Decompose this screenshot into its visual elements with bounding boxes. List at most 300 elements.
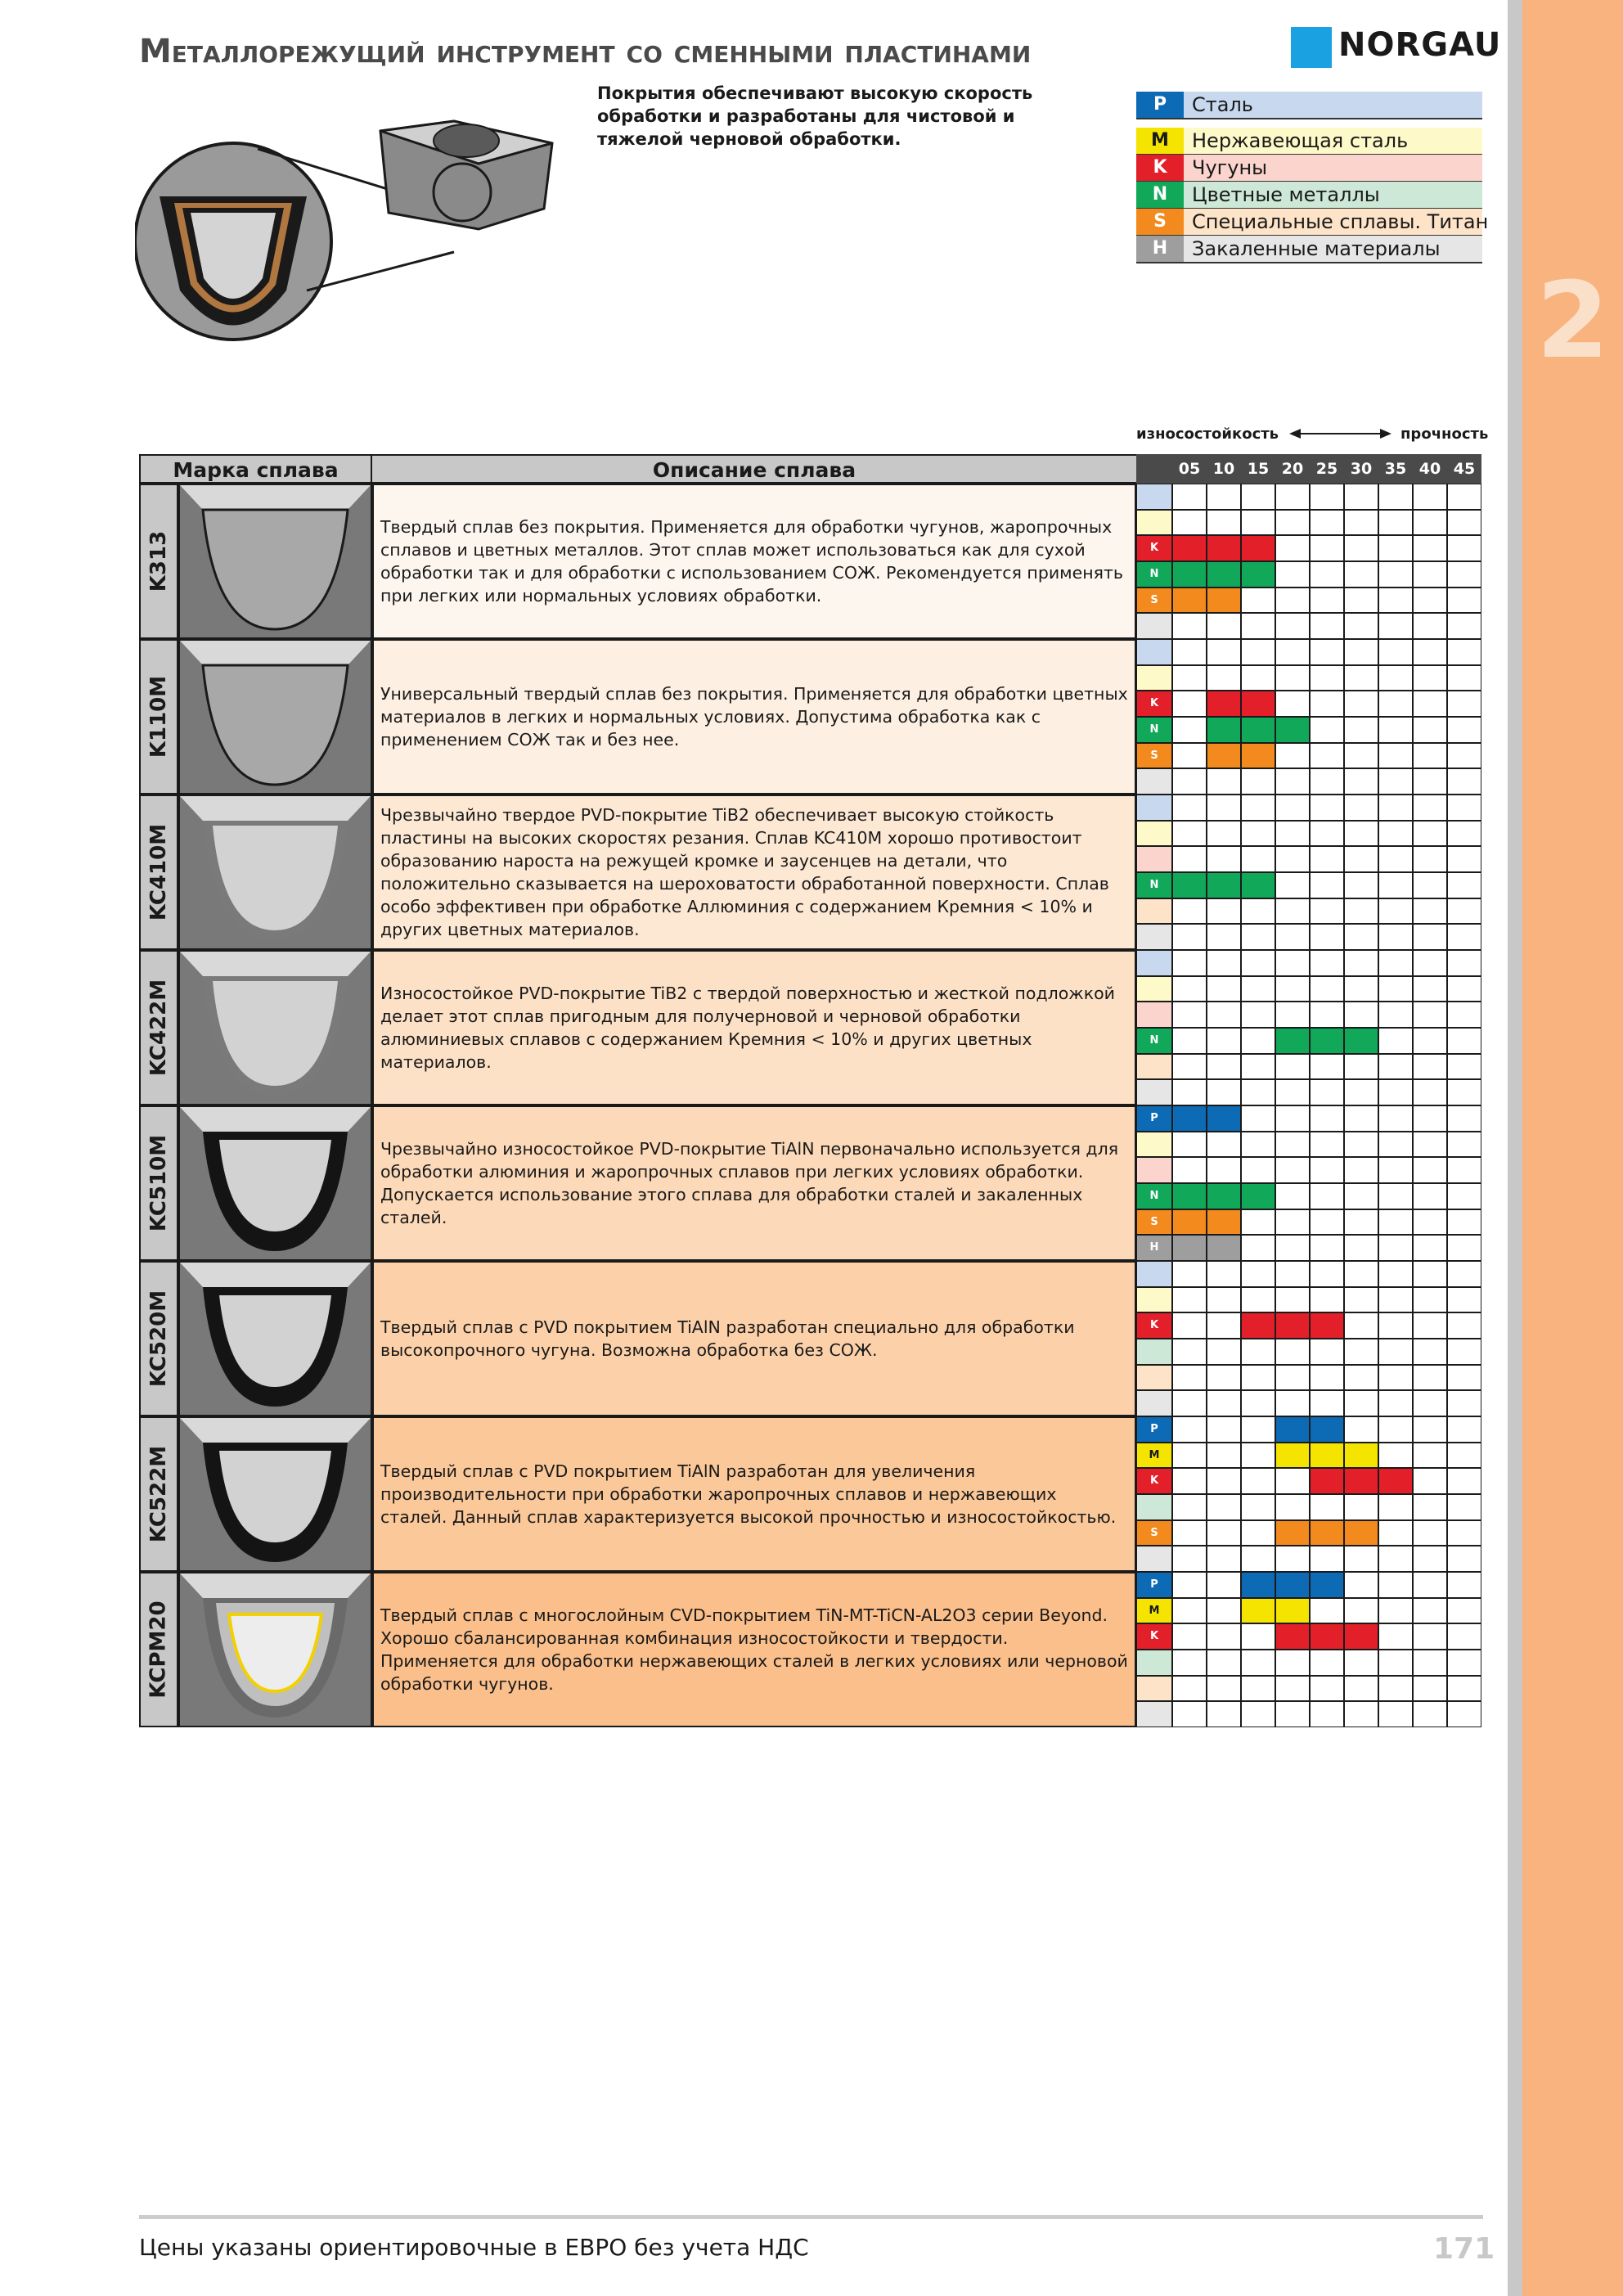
application-range-cell xyxy=(1172,1209,1207,1236)
application-range-cell xyxy=(1413,561,1447,588)
application-range-cell xyxy=(1447,639,1481,665)
scale-column-number: 30 xyxy=(1344,454,1378,484)
application-range-cell xyxy=(1310,1468,1344,1494)
application-range-cell xyxy=(1241,898,1275,925)
application-range-cell xyxy=(1413,1312,1447,1339)
application-range-cell xyxy=(1172,1598,1207,1624)
grade-description-cell xyxy=(372,950,1136,1105)
material-code-cell: N xyxy=(1136,1028,1172,1054)
application-range-cell xyxy=(1447,846,1481,872)
grade-edge-image xyxy=(178,950,372,1105)
application-range-cell xyxy=(1413,1598,1447,1624)
application-range-cell xyxy=(1241,1598,1275,1624)
material-code-cell: P xyxy=(1136,1416,1172,1443)
application-range-cell xyxy=(1207,1443,1241,1469)
application-range-cell xyxy=(1310,1209,1344,1236)
application-range-cell xyxy=(1447,691,1481,717)
application-range-cell xyxy=(1344,535,1378,561)
application-range-cell xyxy=(1344,1701,1378,1727)
application-range-cell xyxy=(1241,1157,1275,1183)
application-range-cell xyxy=(1241,1105,1275,1132)
application-range-cell xyxy=(1172,1339,1207,1365)
application-range-cell xyxy=(1310,872,1344,898)
application-range-cell xyxy=(1172,1235,1207,1261)
legend-code: S xyxy=(1136,209,1184,235)
material-code-cell: S xyxy=(1136,588,1172,614)
application-range-cell xyxy=(1344,1287,1378,1313)
application-range-cell xyxy=(1207,1261,1241,1287)
application-range-cell xyxy=(1172,1494,1207,1520)
application-range-cell xyxy=(1378,1701,1413,1727)
application-range-cell xyxy=(1447,1157,1481,1183)
application-range-cell xyxy=(1413,1028,1447,1054)
grade-description-cell xyxy=(372,1416,1136,1572)
application-range-cell xyxy=(1275,484,1310,510)
application-range-cell xyxy=(1447,1546,1481,1572)
legend-label: Закаленные материалы xyxy=(1192,237,1441,260)
application-range-cell xyxy=(1310,639,1344,665)
application-range-cell xyxy=(1241,613,1275,639)
legend-row xyxy=(1136,182,1482,209)
grade-name-cell xyxy=(139,639,178,795)
cutting-edge-icon xyxy=(180,641,371,793)
legend-code: H xyxy=(1136,236,1184,262)
grade-name-cell xyxy=(139,1572,178,1727)
application-range-cell xyxy=(1207,898,1241,925)
application-range-cell xyxy=(1275,1105,1310,1132)
material-code-cell: N xyxy=(1136,1183,1172,1209)
application-range-cell xyxy=(1207,1416,1241,1443)
application-range-cell xyxy=(1310,1650,1344,1676)
material-code-cell: K xyxy=(1136,535,1172,561)
application-range-cell xyxy=(1413,768,1447,795)
application-range-cell xyxy=(1241,1312,1275,1339)
application-range-cell xyxy=(1310,535,1344,561)
application-range-cell xyxy=(1344,1468,1378,1494)
grade-name: K110M xyxy=(146,675,172,759)
application-range-cell xyxy=(1447,613,1481,639)
application-range-cell xyxy=(1413,1365,1447,1391)
application-range-cell xyxy=(1241,717,1275,743)
application-range-cell xyxy=(1344,717,1378,743)
cutting-edge-icon xyxy=(180,796,371,948)
application-range-cell xyxy=(1172,1312,1207,1339)
application-range-cell xyxy=(1378,1572,1413,1598)
application-range-cell xyxy=(1241,1209,1275,1236)
application-range-cell xyxy=(1275,1312,1310,1339)
application-range-cell xyxy=(1447,1235,1481,1261)
application-range-cell xyxy=(1207,872,1241,898)
application-range-cell xyxy=(1447,1312,1481,1339)
scale-column-number: 40 xyxy=(1413,454,1447,484)
application-range-cell xyxy=(1447,665,1481,691)
application-range-cell xyxy=(1344,795,1378,821)
application-range-cell xyxy=(1241,1701,1275,1727)
application-range-cell xyxy=(1275,1157,1310,1183)
application-range-cell xyxy=(1378,1209,1413,1236)
application-range-cell xyxy=(1413,846,1447,872)
application-range-cell xyxy=(1207,717,1241,743)
application-range-cell xyxy=(1207,846,1241,872)
application-range-cell xyxy=(1172,872,1207,898)
material-code-cell xyxy=(1136,1054,1172,1080)
application-range-cell xyxy=(1172,795,1207,821)
application-range-cell xyxy=(1172,561,1207,588)
material-code-cell xyxy=(1136,1079,1172,1105)
grade-description: Твердый сплав с многослойным CVD-покрытием TiN-MT-TiCN-AL2O3 серии Beyond. Хорошо сбалансированная комбинация износостойкости и твердости. Применяется для обработки нержавеющих сталей в легких условиях или черновой обработки чугунов. xyxy=(380,1605,1128,1694)
application-range-cell xyxy=(1344,1390,1378,1416)
material-code-cell: H xyxy=(1136,1235,1172,1261)
application-range-cell xyxy=(1275,1209,1310,1236)
scale-column-number: 45 xyxy=(1447,454,1481,484)
application-range-cell xyxy=(1207,1468,1241,1494)
application-range-cell xyxy=(1447,1572,1481,1598)
application-range-cell xyxy=(1378,768,1413,795)
application-range-cell xyxy=(1310,484,1344,510)
cutting-edge-icon xyxy=(180,485,371,637)
application-range-cell xyxy=(1344,872,1378,898)
legend-row xyxy=(1136,155,1482,182)
material-code-cell: K xyxy=(1136,1312,1172,1339)
application-range-cell xyxy=(1310,768,1344,795)
application-range-cell xyxy=(1413,821,1447,847)
material-code-cell xyxy=(1136,1287,1172,1313)
application-range-cell xyxy=(1413,1416,1447,1443)
application-range-cell xyxy=(1310,1261,1344,1287)
material-code-cell: P xyxy=(1136,1105,1172,1132)
application-range-cell xyxy=(1310,1520,1344,1546)
legend-label: Сталь xyxy=(1192,93,1253,116)
application-range-cell xyxy=(1413,1079,1447,1105)
application-range-cell xyxy=(1378,484,1413,510)
application-range-cell xyxy=(1413,1650,1447,1676)
application-range-cell xyxy=(1447,1287,1481,1313)
application-range-cell xyxy=(1413,691,1447,717)
cutting-edge-icon xyxy=(180,1573,371,1726)
application-range-cell xyxy=(1275,1701,1310,1727)
application-range-cell xyxy=(1275,535,1310,561)
application-range-cell xyxy=(1275,1002,1310,1028)
application-range-cell xyxy=(1378,872,1413,898)
application-range-cell xyxy=(1447,1468,1481,1494)
application-range-cell xyxy=(1447,1416,1481,1443)
application-range-cell xyxy=(1344,924,1378,950)
material-code-cell xyxy=(1136,639,1172,665)
application-range-cell xyxy=(1207,1546,1241,1572)
application-range-cell xyxy=(1172,924,1207,950)
application-range-cell xyxy=(1378,665,1413,691)
application-range-cell xyxy=(1378,535,1413,561)
scale-column-number: 10 xyxy=(1207,454,1241,484)
application-range-cell xyxy=(1241,1054,1275,1080)
grade-description: Износостойкое PVD-покрытие TiB2 с твердой поверхностью и жесткой подложкой делает этот сплав пригодным для получерновой и черновой обработки алюминиевых сплавов с содержанием Кремния < 10% и других цветных материалов. xyxy=(380,984,1115,1072)
application-range-cell xyxy=(1413,1287,1447,1313)
grade-edge-image xyxy=(178,795,372,950)
cutting-edge-icon xyxy=(180,1263,371,1415)
application-range-cell xyxy=(1207,1390,1241,1416)
application-range-cell xyxy=(1172,1105,1207,1132)
application-range-cell xyxy=(1447,1598,1481,1624)
application-range-cell xyxy=(1447,1183,1481,1209)
application-range-cell xyxy=(1413,717,1447,743)
application-range-cell xyxy=(1241,535,1275,561)
application-range-cell xyxy=(1207,1002,1241,1028)
application-range-cell xyxy=(1275,1623,1310,1650)
application-range-cell xyxy=(1447,510,1481,536)
application-range-cell xyxy=(1172,1132,1207,1158)
application-range-cell xyxy=(1172,1183,1207,1209)
application-range-cell xyxy=(1413,1054,1447,1080)
application-range-cell xyxy=(1207,1209,1241,1236)
application-range-cell xyxy=(1172,1287,1207,1313)
application-range-cell xyxy=(1413,872,1447,898)
legend-label: Чугуны xyxy=(1192,156,1268,179)
application-range-cell xyxy=(1310,795,1344,821)
application-range-cell xyxy=(1172,1261,1207,1287)
application-range-cell xyxy=(1413,1572,1447,1598)
application-range-cell xyxy=(1310,1183,1344,1209)
application-range-cell xyxy=(1413,924,1447,950)
application-range-cell xyxy=(1344,1209,1378,1236)
legend-label: Цветные металлы xyxy=(1192,183,1380,206)
footer-note: Цены указаны ориентировочные в ЕВРО без учета НДС xyxy=(139,2234,809,2261)
application-range-cell xyxy=(1207,1623,1241,1650)
application-range-cell xyxy=(1344,588,1378,614)
application-range-cell xyxy=(1310,1390,1344,1416)
application-range-cell xyxy=(1275,1598,1310,1624)
application-range-cell xyxy=(1241,1468,1275,1494)
application-range-cell xyxy=(1447,1261,1481,1287)
grade-edge-image xyxy=(178,1105,372,1261)
application-range-cell xyxy=(1241,872,1275,898)
application-range-cell xyxy=(1310,1365,1344,1391)
application-range-cell xyxy=(1310,743,1344,769)
application-range-cell xyxy=(1207,613,1241,639)
application-range-cell xyxy=(1241,1183,1275,1209)
application-range-cell xyxy=(1275,510,1310,536)
material-code-cell xyxy=(1136,1132,1172,1158)
cutting-edge-icon xyxy=(180,952,371,1104)
application-range-cell xyxy=(1310,1546,1344,1572)
application-range-cell xyxy=(1344,1261,1378,1287)
application-range-cell xyxy=(1344,1028,1378,1054)
application-range-cell xyxy=(1378,691,1413,717)
application-range-cell xyxy=(1172,1002,1207,1028)
application-range-cell xyxy=(1413,1443,1447,1469)
application-range-cell xyxy=(1413,1261,1447,1287)
application-range-cell xyxy=(1241,1028,1275,1054)
application-range-cell xyxy=(1378,924,1413,950)
application-range-cell xyxy=(1447,795,1481,821)
application-range-cell xyxy=(1413,1157,1447,1183)
application-range-cell xyxy=(1344,1572,1378,1598)
application-range-cell xyxy=(1275,691,1310,717)
application-range-cell xyxy=(1207,1132,1241,1158)
application-range-cell xyxy=(1310,1235,1344,1261)
application-range-cell xyxy=(1275,1676,1310,1702)
application-range-cell xyxy=(1378,588,1413,614)
application-range-cell xyxy=(1207,1598,1241,1624)
application-range-cell xyxy=(1207,1520,1241,1546)
application-range-cell xyxy=(1447,1623,1481,1650)
application-range-cell xyxy=(1275,717,1310,743)
legend-row xyxy=(1136,92,1482,119)
application-range-cell xyxy=(1344,1002,1378,1028)
grade-name-cell xyxy=(139,1261,178,1416)
application-range-cell xyxy=(1378,1183,1413,1209)
application-range-cell xyxy=(1344,691,1378,717)
application-range-cell xyxy=(1207,1287,1241,1313)
application-range-cell xyxy=(1275,561,1310,588)
application-range-cell xyxy=(1413,1676,1447,1702)
application-range-cell xyxy=(1344,1623,1378,1650)
application-range-cell xyxy=(1413,613,1447,639)
application-range-cell xyxy=(1378,1546,1413,1572)
grade-description: Чрезвычайно твердое PVD-покрытие TiB2 обеспечивает высокую стойкость пластины на высоких скоростях резания. Сплав KC410M хорошо противостоит образованию нароста на режущей кромке и заусенцев на детали, что положительно сказывается на шероховатости обработанной поверхности. Сплав особо эффективен при обработке Аллюминия с содержанием Кремния < 10% и других цветных материалов. xyxy=(380,805,1109,939)
application-range-cell xyxy=(1172,1676,1207,1702)
application-range-cell xyxy=(1207,743,1241,769)
application-range-cell xyxy=(1275,743,1310,769)
application-range-cell xyxy=(1378,613,1413,639)
application-range-cell xyxy=(1447,1209,1481,1236)
application-range-cell xyxy=(1241,924,1275,950)
application-range-cell xyxy=(1413,1339,1447,1365)
grade-description: Твердый сплав с PVD покрытием TiAlN разработан для увеличения производительности при обработки жаропрочных сплавов и нержавеющих сталей. Данный сплав характеризуется высокой прочностью и износостойкостью. xyxy=(380,1461,1117,1527)
application-range-cell xyxy=(1241,846,1275,872)
application-range-cell xyxy=(1275,1468,1310,1494)
application-range-cell xyxy=(1378,1650,1413,1676)
application-range-cell xyxy=(1275,1572,1310,1598)
application-range-cell xyxy=(1241,639,1275,665)
application-range-cell xyxy=(1241,1287,1275,1313)
grade-name-cell xyxy=(139,484,178,639)
application-range-cell xyxy=(1344,1520,1378,1546)
application-range-cell xyxy=(1207,1572,1241,1598)
application-range-cell xyxy=(1344,484,1378,510)
grade-description-cell xyxy=(372,484,1136,639)
chapter-number: 2 xyxy=(1535,260,1610,382)
application-range-cell xyxy=(1275,898,1310,925)
application-range-cell xyxy=(1413,1546,1447,1572)
application-range-cell xyxy=(1447,717,1481,743)
application-range-cell xyxy=(1413,1390,1447,1416)
material-code-cell xyxy=(1136,1650,1172,1676)
application-range-cell xyxy=(1275,1132,1310,1158)
application-range-cell xyxy=(1344,976,1378,1002)
application-range-cell xyxy=(1241,588,1275,614)
application-range-cell xyxy=(1207,588,1241,614)
application-range-cell xyxy=(1172,898,1207,925)
application-range-cell xyxy=(1275,665,1310,691)
application-range-cell xyxy=(1172,691,1207,717)
application-range-cell xyxy=(1310,821,1344,847)
application-range-cell xyxy=(1344,613,1378,639)
scale-column-number: 35 xyxy=(1378,454,1413,484)
code-column-header xyxy=(1136,454,1172,484)
material-code-cell: M xyxy=(1136,1598,1172,1624)
application-range-cell xyxy=(1207,976,1241,1002)
application-range-cell xyxy=(1207,639,1241,665)
application-range-cell xyxy=(1378,976,1413,1002)
material-code-cell xyxy=(1136,665,1172,691)
application-range-cell xyxy=(1275,1365,1310,1391)
application-range-cell xyxy=(1275,1494,1310,1520)
application-range-cell xyxy=(1344,1676,1378,1702)
application-range-cell xyxy=(1207,1157,1241,1183)
grade-description: Твердый сплав без покрытия. Применяется для обработки чугунов, жаропрочных сплавов и цветных металлов. Этот сплав может использоваться как для сухой обработки так и для обработки с использованием СОЖ. Рекомендуется применять при легких или нормальных условиях обработки. xyxy=(380,517,1123,606)
legend-row xyxy=(1136,209,1489,236)
application-range-cell xyxy=(1310,898,1344,925)
legend-code: K xyxy=(1136,155,1184,181)
application-range-cell xyxy=(1378,1002,1413,1028)
application-range-cell xyxy=(1207,821,1241,847)
application-range-cell xyxy=(1310,1105,1344,1132)
application-range-cell xyxy=(1447,1676,1481,1702)
grade-description: Универсальный твердый сплав без покрытия. Применяется для обработки цветных материалов в легких и нормальных условиях. Допустима обработка как с применением СОЖ так и без нее. xyxy=(380,684,1128,750)
application-range-cell xyxy=(1378,1312,1413,1339)
application-range-cell xyxy=(1172,1701,1207,1727)
application-range-cell xyxy=(1378,717,1413,743)
application-range-cell xyxy=(1172,1157,1207,1183)
application-range-cell xyxy=(1310,717,1344,743)
application-range-cell xyxy=(1310,1623,1344,1650)
application-range-cell xyxy=(1447,1520,1481,1546)
application-range-cell xyxy=(1310,950,1344,976)
footer-divider xyxy=(139,2215,1483,2219)
application-range-cell xyxy=(1310,1598,1344,1624)
application-range-cell xyxy=(1310,1416,1344,1443)
application-range-cell xyxy=(1207,561,1241,588)
application-range-cell xyxy=(1344,1443,1378,1469)
material-code-cell xyxy=(1136,1546,1172,1572)
application-range-cell xyxy=(1378,1416,1413,1443)
grade-description-cell xyxy=(372,1105,1136,1261)
application-range-cell xyxy=(1413,1183,1447,1209)
application-range-cell xyxy=(1241,1650,1275,1676)
application-range-cell xyxy=(1241,950,1275,976)
application-range-cell xyxy=(1172,1650,1207,1676)
page-number: 171 xyxy=(1433,2232,1495,2266)
application-range-cell xyxy=(1344,1183,1378,1209)
application-range-cell xyxy=(1241,1132,1275,1158)
application-range-cell xyxy=(1378,1390,1413,1416)
application-range-cell xyxy=(1344,1598,1378,1624)
application-range-cell xyxy=(1344,1339,1378,1365)
grade-edge-image xyxy=(178,484,372,639)
application-range-cell xyxy=(1207,1079,1241,1105)
material-code-cell xyxy=(1136,1390,1172,1416)
application-range-cell xyxy=(1172,1365,1207,1391)
grade-description: Твердый сплав с PVD покрытием TiAlN разработан специально для обработки высокопрочного чугуна. Возможна обработка без СОЖ. xyxy=(380,1317,1075,1360)
cutting-edge-icon xyxy=(180,1107,371,1259)
application-range-cell xyxy=(1207,924,1241,950)
application-range-cell xyxy=(1344,1079,1378,1105)
grade-edge-image xyxy=(178,1261,372,1416)
scale-column-number: 15 xyxy=(1241,454,1275,484)
application-range-cell xyxy=(1241,665,1275,691)
application-range-cell xyxy=(1310,1572,1344,1598)
application-range-cell xyxy=(1413,898,1447,925)
application-range-cell xyxy=(1344,1650,1378,1676)
grade-edge-image xyxy=(178,639,372,795)
application-range-cell xyxy=(1310,1676,1344,1702)
application-range-cell xyxy=(1172,665,1207,691)
grade-name: KC510M xyxy=(146,1134,171,1232)
application-range-cell xyxy=(1378,1520,1413,1546)
application-range-cell xyxy=(1207,950,1241,976)
application-range-cell xyxy=(1413,1623,1447,1650)
scale-column-number: 05 xyxy=(1172,454,1207,484)
